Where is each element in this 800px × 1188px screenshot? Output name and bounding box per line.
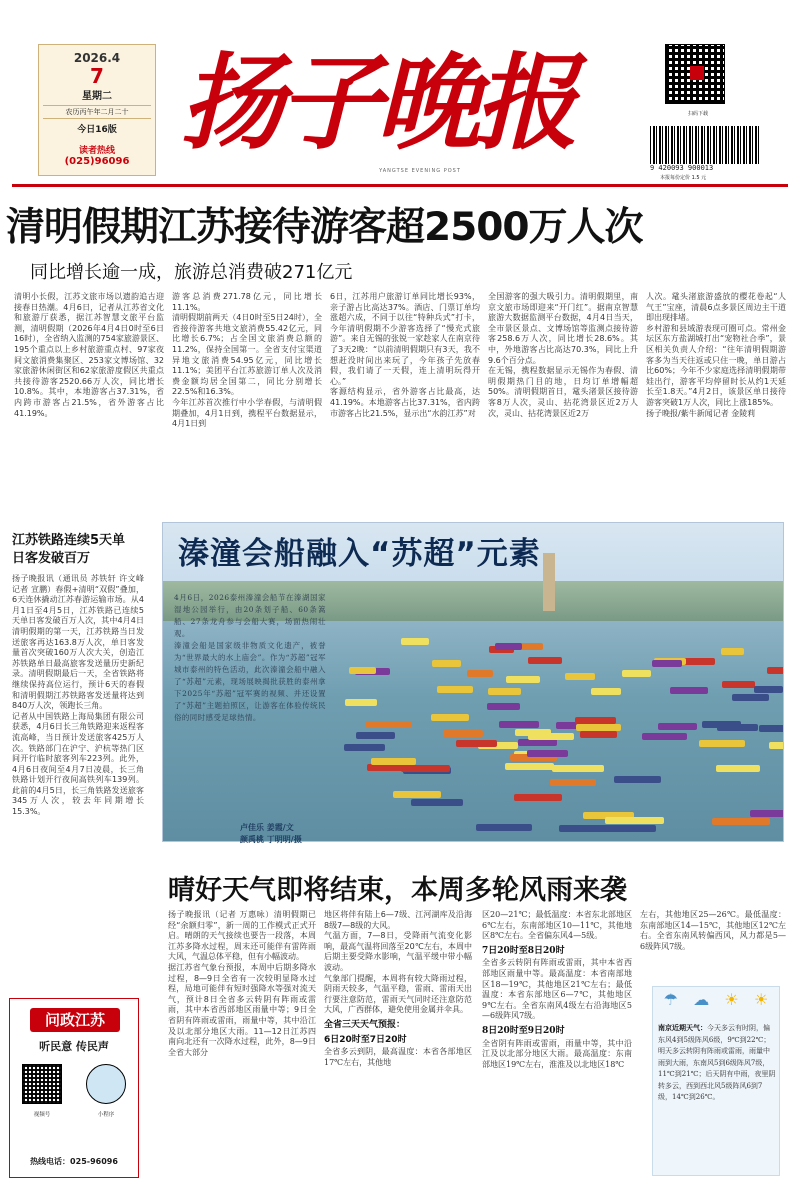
seal-icon [690,66,704,80]
boat-icon [552,765,603,772]
boat-icon [622,670,650,677]
boat-icon [344,744,386,751]
lead-column-1: 清明小长假，江苏文旅市场以遗韵追古迎接春日热潮。4月6日，记者从江苏省文化和旅游厅获悉，据江苏智慧文旅平台监测，清明假期（2026年4月4日0时至6日16时），全省纳入监测的754家旅游景区、195个重点以上乡村旅游重点村、97家夜间文旅消费集聚区、253家文博场馆、32家旅游休闲街区和62家旅游度假区共重点共接待游客2520.66万人次，同比增长10.8%。其中，本地游客占37.31%，省内跨市游客占21.5%，省外游客占比41.19%。 [14,292,164,418]
boat-icon [721,648,744,655]
boat-icon [514,794,562,801]
weather-headline: 晴好天气即将结束，本周多轮风雨来袭 [168,875,627,906]
newspaper-logo-english: YANGTSE EVENING POST [379,168,461,174]
boat-icon [393,791,441,798]
boat-icon [437,686,473,693]
lead-column-3: 6日，江苏用户旅游订单同比增长93%，亲子游占比高达37%。酒店、门票订单均涨超六成，不同于以往“特种兵式”打卡，今年清明假期不少游客选择了“慢充式旅游”。来自无锡的张锐一家趁家人在南京待了3天2晚：“以前清明假期只有3天，我不想赶没时间出来玩了，今年孩子先放春假，我们请了一天假，连上清明玩得开心。” 客源结构显示，省外游客占比最高，达41.19%。本地游客占比37.31%，省内跨市游客占比21.5%，显示出“水韵江苏”对 [330,292,480,418]
umbrella-icon: ☂ [663,990,678,1009]
forecast-period-1: 6日20时至7日20时 [324,1034,407,1045]
boat-icon [528,657,562,664]
weather-icons [656,990,776,1014]
pagoda-tower-icon [543,553,555,611]
boat-icon [601,825,656,832]
boat-icon [682,658,715,665]
lead-column-4: 全国游客的强大吸引力。清明假期里，南京文旅市场即迎来“开门红”。据南京智慧旅游大数据监测平台数据，4月4日当天，全市景区景点、文博场馆等监测点接待游客258.6万人次，同比增长28.6%。其中，外地游客占比高达70.3%，同比上升9.6个百分点。 在无锡，携程数据显示无锡作为春假、清明假期热门目的地，日均订单增幅超50%。清明假期首日，鼋头渚景区接待游客8万人次，灵山、拈花湾景区近2万人次，灵山、拈花湾景区近2万 [488,292,638,418]
boat-icon [712,818,770,825]
rail-body: 扬子晚报讯（通讯员 苏铁轩 许文峰 记者 宣鹏）春假+清明“双假”叠加，6天连休撬动江苏春游运输市场。从4月1日至4月5日，江苏铁路已连续5天单日客发破百万人次，其中4月4日清明假期的第一天，江苏铁路当日发送旅客再达163.8万人次，单日客发量首次突破160万人次大关，创造江苏铁路单日最高旅客发送量历史新纪录。清明假期最后一天，全省铁路将继续保持高位运行，预计6天的春假和清明假期江苏铁路客发送量将达到840万人次，领跑长三角。 记者从中国铁路上海局集团有限公司获悉，4月6日长三角铁路迎来返程客流高峰，当日预计发送旅客425万人次。铁路部门在沪宁、沪杭等热门区间开行临时旅客列车223列。此外，4月6日夜间至4月7日凌晨，长三角铁路计划开行夜间高铁列车139列。此前的4月5日，长三角铁路发送旅客345万人次，较去年同期增长15.3%。 [12,574,144,817]
boat-icon [495,643,521,650]
boat-icon [580,731,618,738]
forecast-period-2: 7日20时至8日20时 [482,945,565,956]
forecast-text-3: 全省阴有阵雨或雷雨，雨量中等，其中沿江及以北部分地区大雨。最高温度：东南部地区19℃左右，淮淮及以北地区18℃ [482,1038,632,1069]
boats-body: 4月6日，2026泰州溱潼会船节在溱湖国家湿地公园举行，由20条划子船、60条篙船、27条龙舟参与会船大赛，场面热闹壮观。 溱潼会船是国家级非物质文化遗产，被誉为“世界最大的水上庙会”。作为“苏超”冠军城市泰州的特色活动，此次溱潼会船中融入了“苏超”元素，现场展映揭批获胜的泰州拿下2025年“苏超”冠军赛的视频、并还设置了“苏超”主题拍照区，让游客在体验传统民俗的同时感受足球热情。 [174,593,326,722]
boat-icon [605,817,664,824]
boat-icon [652,660,682,667]
nanjing-weather-title: 南京近期天气： [658,1023,707,1032]
boats-headline: 溱潼会船融入“苏超”元素 [178,536,541,572]
weather-column-2 [324,910,472,1180]
nanjing-weather-text [658,1022,776,1104]
boat-icon [614,776,661,783]
weather-col2-text: 地区将伴有陆上6—7级、江河湖库及沿海8级7—8级的大风。 气温方面，7—8日，受降雨气流变化影响，最高气温将回落至20℃左右，本周中后期主要受降水影响，气温平缓中带小幅波动。 气象部门提醒，本周将有较大降雨过程，阴雨天较多，气温平稳，雷雨、雷雨天出行要注意防范，雷雨天气同时还注意防范大风，广西群体，避免使用金属并伞具。 [324,910,472,1015]
price-note: 本报每份定价 1.5 元 [660,175,707,181]
lead-column-5: 人次。鼋头渚旅游盛放的樱花卷起“人气王”宝座，清晨6点多景区周边主干道即出现排堵。 乡村游和县域游表现可圈可点。常州金坛区东方盐湖城打出“宠物社合季”，景区相关负责人介绍：“往年清明假期游客多为当天往返或只住一晚，单日游占比60%；今年不少家庭选择清明假期带娃出行，游客平均停留时长从约1天延长至1.8天。”4月2日，该景区单日接待游客突破1万人次，同比上涨185%。 扬子晚报/紫牛新闻记者 金陵莉 [646,292,786,418]
boat-icon [576,724,620,731]
lead-column-2: 游客总消费271.78亿元，同比增长11.1%。 清明假期前两天（4日0时至5日24时），全省接待游客共地文旅消费55.42亿元，同比增长6.7%；占全国文旅消费总额的11.2%，保持全国第一。全省支付宝渠道异地文旅消费54.95亿元，同比增长11.1%；美团平台江苏旅游订单人次及消费金额均居全国第二，同比分别增长22.5%和16.3%。 今年江苏首次推行中小学春假，与清明假期叠加，4月1日到，携程平台数据显示，4月1日到 [172,292,322,429]
wenzheng-slogan: 听民意 传民声 [39,1040,109,1053]
boat-icon [591,688,622,695]
boat-icon [670,687,708,694]
wenzheng-title: 问政江苏 [30,1008,120,1032]
boat-icon [527,750,567,757]
barcode-icon [650,126,760,164]
boat-icon [575,717,616,724]
date-day: 7 [90,64,104,88]
page-count: 今日16版 [77,125,117,135]
cloud-icon: ☁ [693,990,710,1009]
forecast-period-3: 8日20时至9日20时 [482,1025,565,1036]
boat-icon [550,779,597,786]
boat-icon [411,799,462,806]
qr1-caption: 视频号 [33,1112,51,1118]
barcode-number: 9 420093 900013 [650,164,714,172]
forecast-text-1: 全省多云到阴，最高温度：本省各部地区17℃左右，其他地 [324,1047,472,1067]
boat-icon [642,733,686,740]
boat-icon [769,742,784,749]
date-weekday: 星期二 [82,91,112,102]
boat-icon [506,676,540,683]
boat-icon [345,699,377,706]
wenzheng-tel: 热线电话：025-96096 [30,1157,118,1166]
forecast-text-1b: 区20—21℃；最低温度：本省东北部地区6℃左右，东南部地区10—11℃，其他地区8℃左右。全省偏东风4—5级。 [482,910,632,941]
boat-icon [467,670,494,677]
boat-icon [754,686,783,693]
date-year-month: 2026.4 [73,51,121,65]
qr-caption: 扫码下载 [687,111,708,117]
boat-icon [767,667,784,674]
newspaper-logo: 扬子晚报 [180,41,573,164]
video-qr-icon[interactable] [22,1064,62,1104]
boat-icon [356,732,395,739]
boat-icon [401,765,450,772]
qr2-caption: 小程序 [97,1112,115,1118]
lunar-date: 农历丙午年二月二十 [43,105,151,119]
sun-icon: ☀ [724,990,739,1009]
boat-icon [505,763,554,770]
boat-icon [456,740,497,747]
forecast-heading: 全省三天天气预报： [324,1019,406,1030]
hotline-number: (025)96096 [64,156,130,167]
boat-icon [371,758,416,765]
boat-icon [722,681,755,688]
boat-icon [750,810,784,817]
masthead-rule [12,184,788,187]
date-box [38,44,156,176]
boat-icon [488,688,520,695]
boat-icon [349,667,375,674]
boat-icon [487,703,520,710]
boat-icon [528,733,574,740]
sun-cloud-icon: ☀ [754,990,769,1009]
lead-subhead: 同比增长逾一成，旅游总消费破271亿元 [30,262,353,283]
hotline-label: 读者热线 [78,146,115,156]
weather-column-4: 左右，其他地区25—26℃。最低温度：东南部地区14—15℃，其他地区12℃左右。全省东南风转偏西风，风力都是5—6级阵风7级。 [640,910,786,951]
boat-icon [716,765,760,772]
nanjing-weather-body: 今天多云有时阴，偏东风4到5级阵风6级，9℃到22℃；明天多云转阴有阵雨或雷雨，雨量中雨到大雨，东南风5到6级阵风7级，11℃到21℃；后天阴有中雨，夜里阴转多云，西到西北风5级阵风6到7级，14℃到26℃。 [658,1024,776,1101]
boat-icon [476,824,532,831]
boat-icon [717,724,758,731]
boat-icon [658,723,696,730]
lead-headline: 清明假期江苏接待游客超2500万人次 [6,205,643,250]
weather-column-3 [482,910,632,1180]
boat-icon [432,660,461,667]
boat-icon [401,638,429,645]
boat-icon [759,725,785,732]
boat-icon [499,721,539,728]
forecast-text-2: 全省多云转阴有阵雨或雷雨，其中本省西部地区雨量中等。最高温度：本省南部地区18—19℃，其他地区21℃左右；最低温度：本省东部地区6—7℃，其他地区9℃左右。全省东南风4级左右沿海地区5—6级阵风7级。 [482,958,632,1021]
boat-icon [366,721,410,728]
boat-icon [699,740,745,747]
boats-text-credit: 卢佳乐 姜霞/文 [240,823,294,832]
rail-headline: 江苏铁路连续5天单日客发破百万 [12,533,126,566]
boat-icon [431,714,468,721]
boat-icon [565,673,595,680]
boats-photo-credit: 颜禹桃 丁明明/摄 [240,835,302,844]
boat-icon [443,730,483,737]
weather-column-1: 扬子晚报讯（记者 万惠咏）清明假期已经“余额归零”，新一周的工作模式正式开启。晴朗的天气接续也要告一段落，本周江苏多降水过程，周末还可能伴有雷阵雨大风，气温总体平稳，但有小幅波动。 据江苏省气象台预报，本周中后期多降水过程，8—9日全省有一次较明显降水过程，局地可能伴有短时强降水等强对流天气，预计8日全省多云转阴有阵雨或雷雨，其中本省西部地区雨量中等；9日全省阴有阵雨或雷雨，雨量中等，其中沿江及以北部分地区大雨。11—12日江苏四南向北还有一次降水过程，此外，8—9日全省大部分 [168,910,316,1057]
mini-program-qr-icon[interactable] [86,1064,126,1104]
boat-icon [732,694,768,701]
